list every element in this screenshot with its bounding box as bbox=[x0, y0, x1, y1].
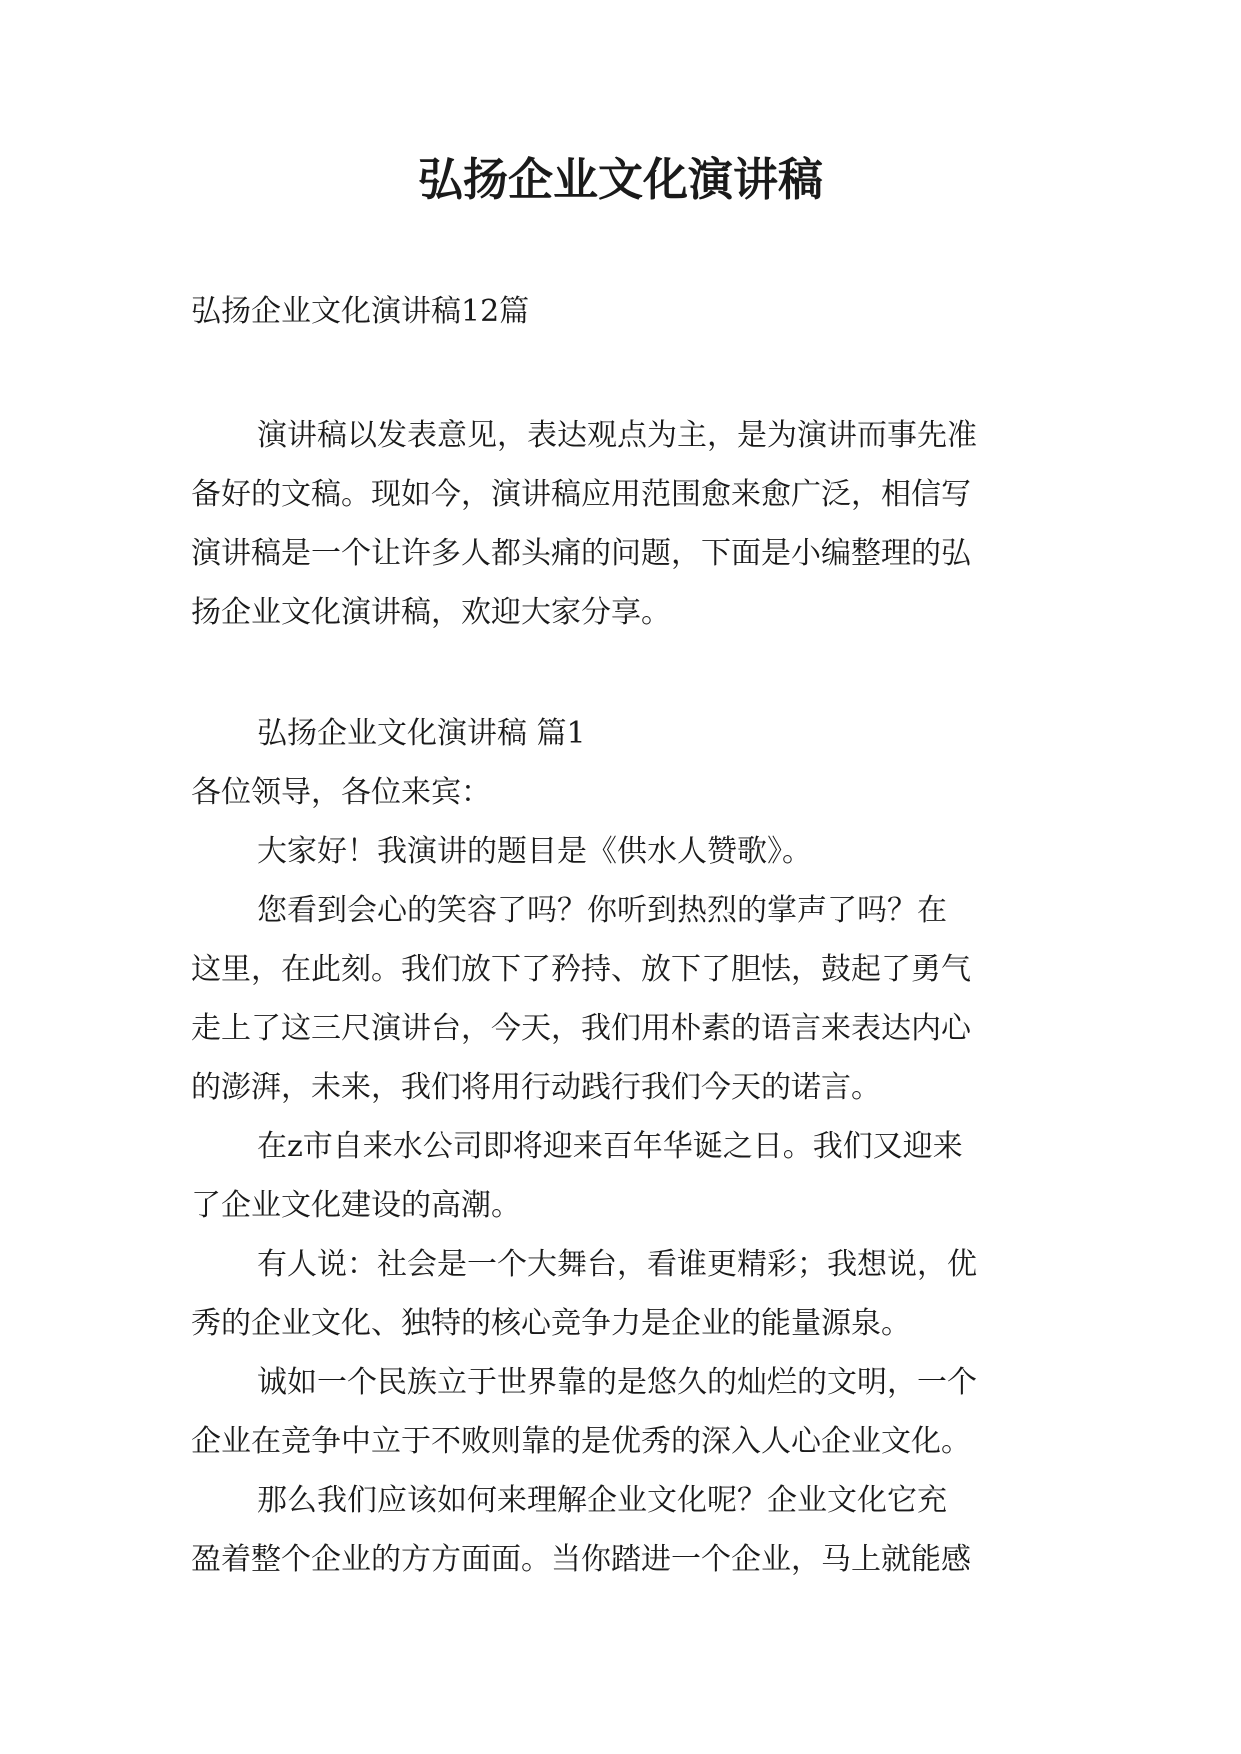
paragraph-line: 那么我们应该如何来理解企业文化呢？企业文化它充 bbox=[257, 1483, 947, 1518]
paragraph-line: 的澎湃，未来，我们将用行动践行我们今天的诺言。 bbox=[191, 1070, 881, 1105]
document-title: 弘扬企业文化演讲稿 bbox=[417, 153, 823, 206]
paragraph-line: 走上了这三尺演讲台，今天，我们用朴素的语言来表达内心 bbox=[191, 1011, 971, 1046]
paragraph-line: 盈着整个企业的方方面面。当你踏进一个企业，马上就能感 bbox=[191, 1542, 971, 1577]
paragraph-line: 演讲稿以发表意见，表达观点为主，是为演讲而事先准 bbox=[257, 418, 977, 453]
paragraph-line: 您看到会心的笑容了吗？你听到热烈的掌声了吗？在 bbox=[257, 893, 947, 928]
paragraph-line: 企业在竞争中立于不败则靠的是优秀的深入人心企业文化。 bbox=[191, 1424, 971, 1459]
paragraph-line: 在z市自来水公司即将迎来百年华诞之日。我们又迎来 bbox=[257, 1129, 963, 1164]
document-body bbox=[191, 406, 1071, 1589]
paragraph-line: 这里，在此刻。我们放下了矜持、放下了胆怯，鼓起了勇气 bbox=[191, 952, 971, 987]
paragraph-line: 备好的文稿。现如今，演讲稿应用范围愈来愈广泛，相信写 bbox=[191, 477, 971, 512]
paragraph-line: 大家好！我演讲的题目是《供水人赞歌》。 bbox=[257, 834, 812, 869]
paragraph-line: 诚如一个民族立于世界靠的是悠久的灿烂的文明，一个 bbox=[257, 1365, 977, 1400]
paragraph-line: 秀的企业文化、独特的核心竞争力是企业的能量源泉。 bbox=[191, 1306, 911, 1341]
section-heading: 弘扬企业文化演讲稿 篇1 bbox=[257, 716, 586, 751]
paragraph-line: 了企业文化建设的高潮。 bbox=[191, 1188, 521, 1223]
paragraph-line: 扬企业文化演讲稿，欢迎大家分享。 bbox=[191, 595, 671, 630]
salutation-line: 各位领导，各位来宾： bbox=[191, 775, 491, 810]
paragraph-line: 有人说：社会是一个大舞台，看谁更精彩；我想说，优 bbox=[257, 1247, 977, 1282]
paragraph-line: 演讲稿是一个让许多人都头痛的问题，下面是小编整理的弘 bbox=[191, 536, 971, 571]
document-subtitle: 弘扬企业文化演讲稿12篇 bbox=[191, 294, 530, 329]
